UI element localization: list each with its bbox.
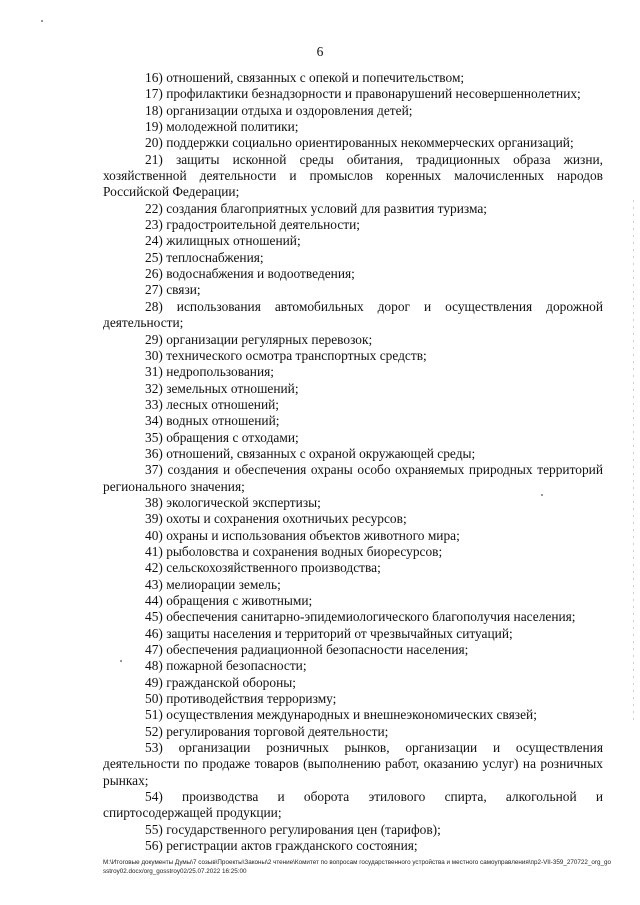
- list-item: 50) противодействия терроризму;: [145, 691, 337, 707]
- scan-speck: [41, 20, 43, 22]
- list-item: 16) отношений, связанных с опекой и попечительством;: [145, 70, 465, 85]
- list-item: 37) создания и обеспечения охраны особо охраняемых природных территорий регионального значения;: [103, 462, 603, 494]
- file-path-footer: M:\Итоговые документы Думы\7 созыв\Проекты\Законы\2 чтение\Комитет по вопросам государственного устройства и местного самоуправления\пр2-VII-359_270722_org_gosstroy02.docx/org_gosstroy02/25.07.2022 16:25:00: [103, 859, 611, 875]
- list-item: 31) недропользования;: [145, 364, 275, 380]
- list-item: 21) защиты исконной среды обитания, традиционных образа жизни, хозяйственной деятельности и промыслов коренных малочисленных народов Российской Федерации;: [103, 151, 603, 200]
- list-item: 29) организации регулярных перевозок;: [145, 331, 373, 347]
- list-item: 39) охоты и сохранения охотничьих ресурсов;: [145, 511, 407, 527]
- list-item: 17) профилактики безнадзорности и правонарушений несовершеннолетних;: [145, 86, 581, 102]
- list-item: 35) обращения с отходами;: [145, 429, 299, 445]
- scan-speck: [120, 660, 122, 662]
- list-item: 20) поддержки социально ориентированных некоммерческих организаций;: [145, 135, 574, 151]
- list-item: 30) технического осмотра транспортных средств;: [145, 347, 427, 363]
- list-item: 25) теплоснабжения;: [145, 249, 264, 265]
- list-item: 40) охраны и использования объектов животного мира;: [145, 527, 460, 543]
- list-item: 26) водоснабжения и водоотведения;: [145, 266, 355, 282]
- list-item: 28) использования автомобильных дорог и осуществления дорожной деятельности;: [103, 298, 603, 331]
- list-item: 54) производства и оборота этилового спирта, алкогольной и спиртосодержащей продукции;: [103, 789, 603, 821]
- list-item: 43) мелиорации земель;: [145, 576, 281, 592]
- list-item: 46) защиты населения и территорий от чрезвычайных ситуаций;: [145, 625, 513, 641]
- list-item: 56) регистрации актов гражданского состояния;: [145, 838, 418, 854]
- list-item: 41) рыболовства и сохранения водных биоресурсов;: [145, 543, 443, 559]
- page-number: 6: [316, 44, 324, 59]
- list-item: 33) лесных отношений;: [145, 396, 280, 412]
- list-item: 22) создания благоприятных условий для развития туризма;: [145, 200, 488, 216]
- list-item: 19) молодежной политики;: [145, 119, 299, 135]
- list-item: 53) организации розничных рынков, организации и осуществления деятельности по продаже товаров (выполнению работ, оказанию услуг) на розничных рынках;: [103, 740, 603, 788]
- list-item: 47) обеспечения радиационной безопасности населения;: [145, 642, 469, 658]
- list-item: 52) регулирования торговой деятельности;: [145, 723, 389, 739]
- list-item: 44) обращения с животными;: [145, 593, 313, 608]
- enumerated-list: [103, 70, 603, 855]
- list-item: 42) сельскохозяйственного производства;: [145, 560, 381, 576]
- scan-speck: [541, 494, 543, 496]
- list-item: 49) гражданской обороны;: [145, 674, 296, 690]
- list-item: 24) жилищных отношений;: [145, 233, 301, 249]
- list-item: 38) экологической экспертизы;: [145, 494, 321, 510]
- list-item: 18) организации отдыха и оздоровления детей;: [145, 102, 413, 118]
- scan-edge-mark: [633, 200, 634, 720]
- list-item: 45) обеспечения санитарно-эпидемиологического благополучия населения;: [145, 609, 576, 625]
- list-item: 48) пожарной безопасности;: [145, 658, 307, 674]
- list-item: 23) градостроительной деятельности;: [145, 217, 361, 233]
- list-item: 32) земельных отношений;: [145, 380, 299, 396]
- list-item: 51) осуществления международных и внешнеэкономических связей;: [145, 707, 537, 723]
- list-item: 27) связи;: [145, 282, 201, 298]
- list-item: 34) водных отношений;: [145, 413, 280, 429]
- list-item: 55) государственного регулирования цен (тарифов);: [145, 821, 441, 837]
- list-item: 36) отношений, связанных с охраной окружающей среды;: [145, 445, 476, 461]
